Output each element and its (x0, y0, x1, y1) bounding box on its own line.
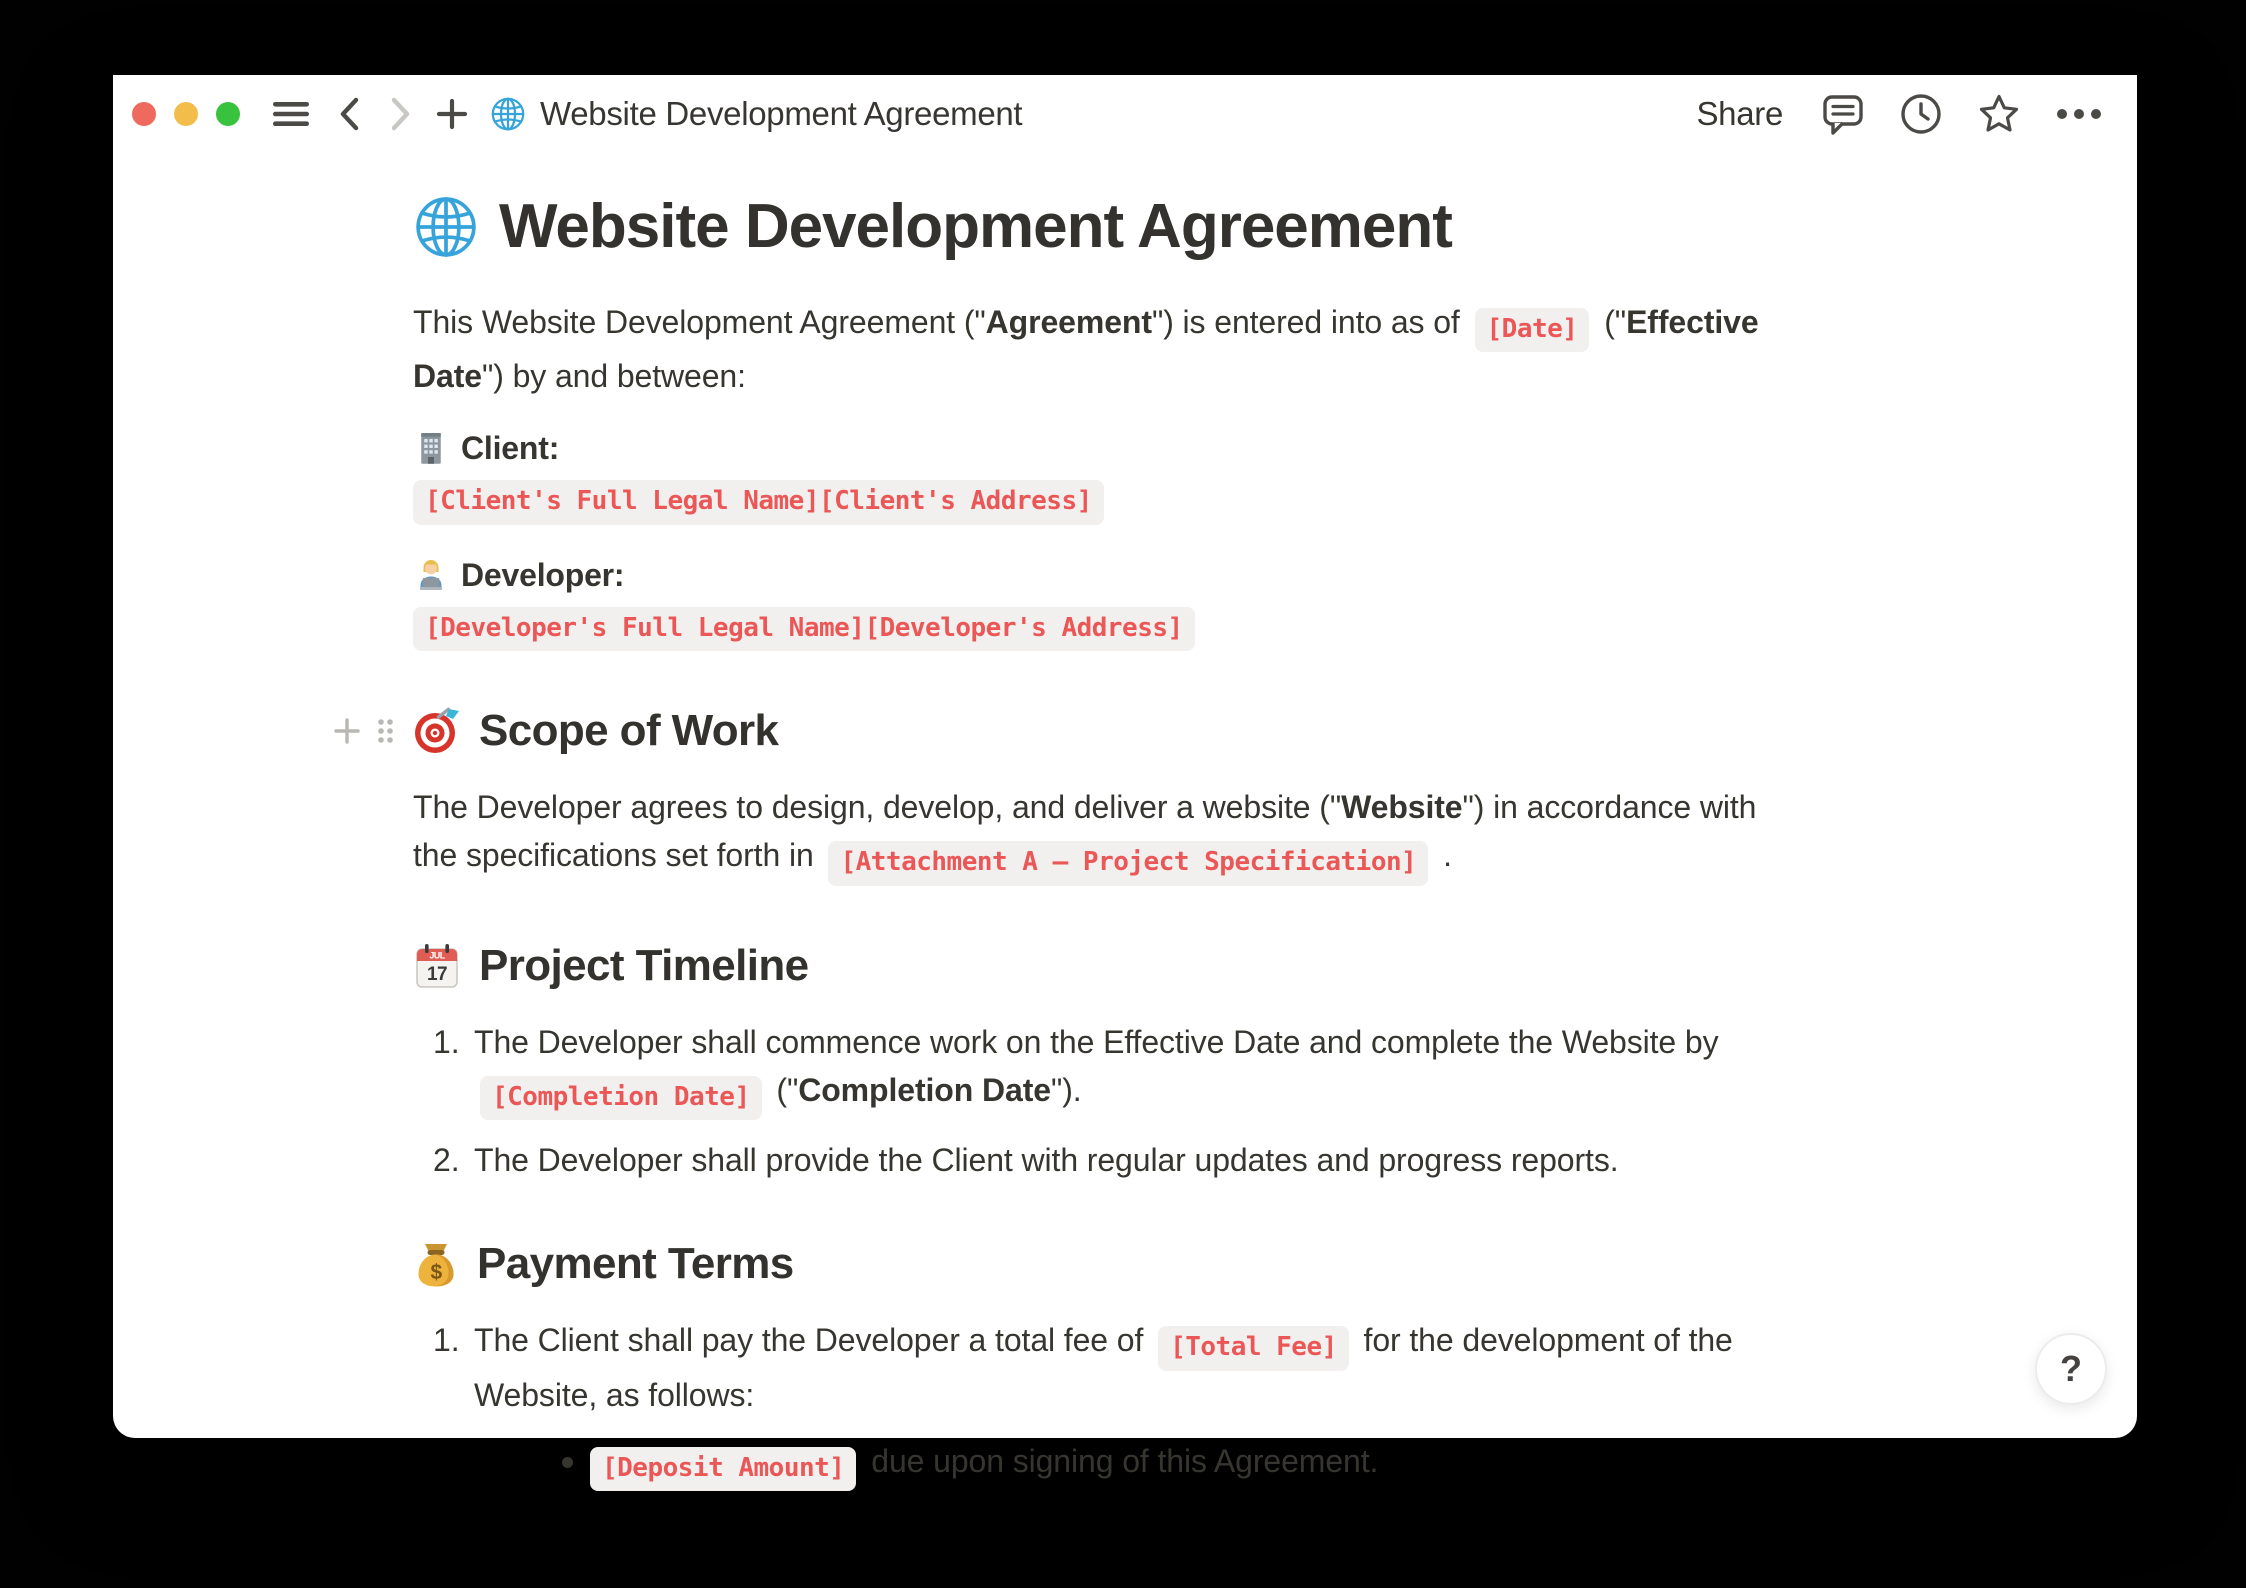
total-fee-token[interactable]: [Total Fee] (1158, 1326, 1349, 1371)
titlebar (113, 75, 2137, 153)
globe-icon (413, 194, 479, 260)
technologist-icon (413, 557, 449, 593)
scope-paragraph[interactable] (413, 783, 1823, 886)
completion-date-token[interactable]: [Completion Date] (480, 1076, 762, 1121)
text-run: ") by and between: (481, 358, 746, 395)
heading-scope-of-work[interactable] (413, 705, 1823, 757)
text-run: Website, as follows: (474, 1376, 755, 1413)
history-icon[interactable] (1899, 92, 1943, 136)
tab-title: Website Development Agreement (540, 95, 1023, 132)
svg-text:$: $ (430, 1261, 442, 1285)
drag-handle-icon[interactable] (376, 717, 395, 745)
text-run: due upon signing of this Agreement. (862, 1442, 1379, 1479)
heading-text: Payment Terms (477, 1239, 794, 1289)
globe-icon (490, 96, 526, 132)
timeline-item-1[interactable] (413, 1018, 1823, 1121)
svg-text:JUL: JUL (429, 950, 445, 961)
comments-icon[interactable] (1821, 92, 1865, 136)
breadcrumb[interactable] (490, 95, 1022, 133)
payment-sub-list (474, 1437, 1823, 1492)
svg-text:17: 17 (427, 963, 447, 985)
text-run: for the development of the (1354, 1322, 1733, 1359)
back-icon[interactable] (338, 97, 360, 131)
document-body (113, 153, 1823, 1491)
payment-bullet-1[interactable] (474, 1437, 1823, 1492)
intro-paragraph[interactable] (413, 298, 1823, 401)
developer-placeholder-token[interactable]: [Developer's Full Legal Name][Developer's Address] (413, 607, 1195, 652)
developer-label (413, 551, 1823, 599)
developer-label-text: Developer: (461, 556, 625, 593)
office-building-icon (413, 430, 449, 466)
text-run: . (1434, 837, 1452, 874)
add-block-icon[interactable] (333, 717, 361, 745)
client-label-text: Client: (461, 430, 560, 467)
block-handles (333, 717, 395, 745)
heading-payment-terms[interactable] (413, 1238, 1823, 1290)
heading-text: Project Timeline (479, 940, 809, 990)
list-number: 1. (433, 1023, 460, 1060)
dart-target-icon (413, 707, 461, 755)
client-label (413, 424, 1823, 472)
bold-text: Effective (1626, 303, 1759, 340)
bold-text: Date (413, 358, 482, 395)
client-block[interactable] (413, 424, 1823, 525)
text-run: The Client shall pay the Developer a total fee of (474, 1322, 1153, 1359)
client-token-row (413, 480, 1823, 525)
page-title[interactable] (413, 187, 1823, 268)
more-icon[interactable] (2055, 107, 2103, 121)
payment-item-1[interactable] (413, 1316, 1823, 1491)
bold-text: Agreement (985, 303, 1152, 340)
heading-text: Scope of Work (479, 706, 779, 756)
date-token[interactable]: [Date] (1475, 308, 1590, 353)
text-run: ") in accordance with (1462, 789, 1757, 826)
text-run: the specifications set forth in (413, 837, 823, 874)
deposit-amount-token[interactable]: [Deposit Amount] (590, 1447, 856, 1492)
menu-icon[interactable] (272, 99, 310, 129)
help-button[interactable]: ? (2035, 1333, 2107, 1405)
list-number: 2. (433, 1142, 460, 1179)
payment-list (413, 1316, 1823, 1491)
text-run: (" (767, 1071, 799, 1108)
text-run: ") is entered into as of (1151, 303, 1469, 340)
page-title-text: Website Development Agreement (499, 192, 1452, 261)
text-run: "). (1050, 1071, 1082, 1108)
developer-token-row (413, 607, 1823, 652)
developer-block[interactable] (413, 551, 1823, 652)
calendar-icon (413, 942, 461, 990)
zoom-window-button[interactable] (216, 102, 240, 126)
minimize-window-button[interactable] (174, 102, 198, 126)
text-run: The Developer shall commence work on the Effective Date and complete the Website by (474, 1023, 1719, 1060)
text-run: (" (1595, 303, 1627, 340)
favorite-star-icon[interactable] (1977, 92, 2021, 136)
app-window (113, 75, 2137, 1483)
timeline-item-2[interactable] (413, 1136, 1823, 1184)
traffic-lights (132, 102, 240, 126)
text-run: The Developer agrees to design, develop, and deliver a website (" (413, 789, 1342, 826)
attachment-token[interactable]: [Attachment A — Project Specification] (828, 841, 1428, 886)
text-run: This Website Development Agreement (" (413, 303, 986, 340)
heading-project-timeline[interactable] (413, 940, 1823, 992)
share-button[interactable]: Share (1692, 95, 1787, 133)
bold-text: Completion Date (798, 1071, 1051, 1108)
close-window-button[interactable] (132, 102, 156, 126)
client-placeholder-token[interactable]: [Client's Full Legal Name][Client's Address] (413, 480, 1104, 525)
titlebar-actions (1692, 92, 2103, 136)
bold-text: Website (1341, 789, 1463, 826)
list-number: 1. (433, 1322, 460, 1359)
timeline-list (413, 1018, 1823, 1185)
money-bag-icon (413, 1240, 459, 1288)
forward-icon[interactable] (390, 97, 412, 131)
text-run: The Developer shall provide the Client with regular updates and progress reports. (474, 1142, 1619, 1179)
new-tab-icon[interactable] (436, 98, 468, 130)
